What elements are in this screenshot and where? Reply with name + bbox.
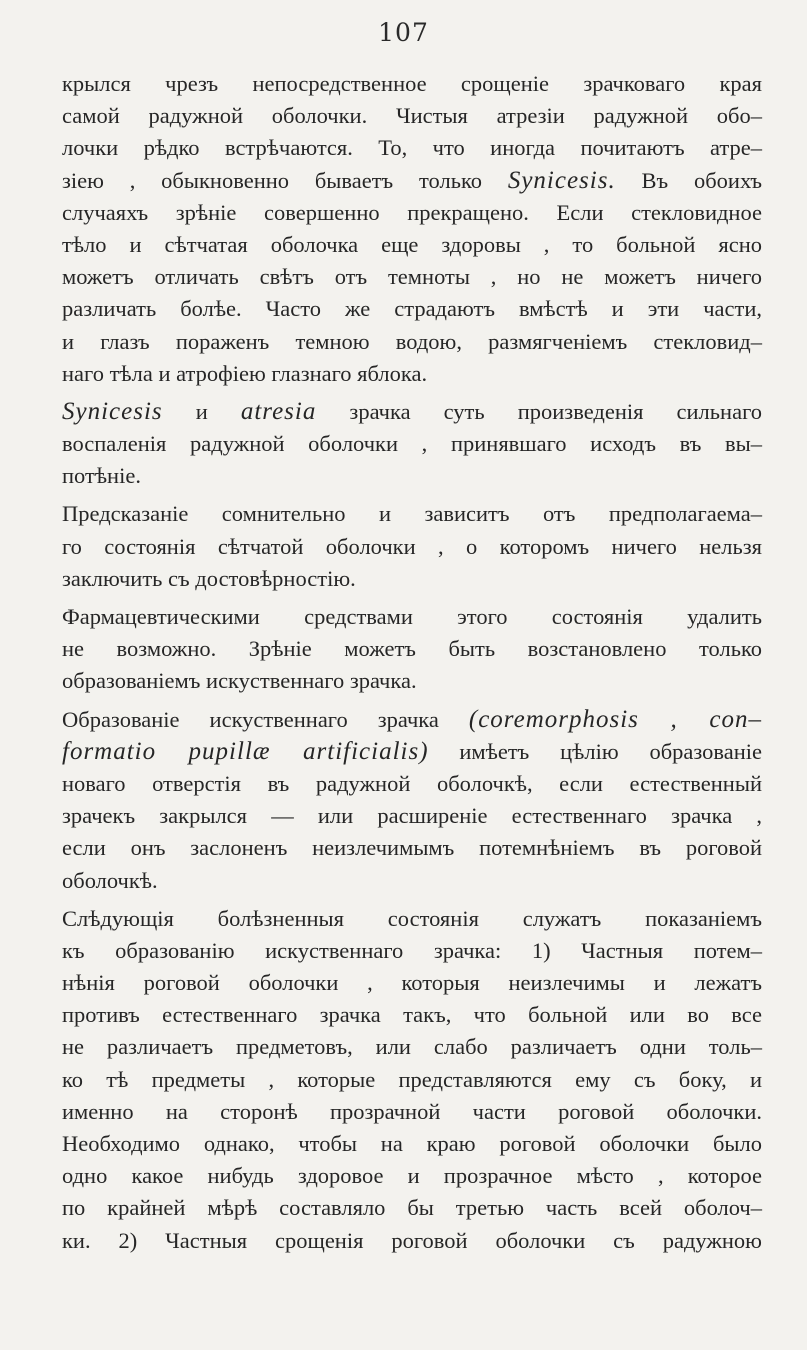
text-run: самой радужной оболочки. Чистыя атрезіи радужной обо– xyxy=(62,103,762,129)
text-line xyxy=(62,832,762,864)
text-run: зіею , обыкновенно бываетъ только xyxy=(62,167,508,193)
text-run: если онъ заслоненъ неизлечимымъ потемнѣніемъ въ роговой xyxy=(62,835,762,861)
text-line xyxy=(62,563,762,595)
text-line xyxy=(62,132,762,164)
paragraph xyxy=(62,704,762,897)
text-run: лочки рѣдко встрѣчаются. То, что иногда почитаютъ атре– xyxy=(62,135,762,161)
text-run: одно какое нибудь здоровое и прозрачное мѣсто , которое xyxy=(62,1163,762,1189)
text-run: можетъ отличать свѣтъ отъ темноты , но не можетъ ничего xyxy=(62,264,762,290)
text-line xyxy=(62,1192,762,1224)
text-line xyxy=(62,531,762,563)
text-run: нѣнія роговой оболочки , которыя неизлечимы и лежатъ xyxy=(62,970,762,996)
text-line xyxy=(62,460,762,492)
text-run: тѣло и сѣтчатая оболочка еще здоровы , то больной ясно xyxy=(62,231,762,257)
text-run: наго тѣла и атрофіею глазнаго яблока. xyxy=(62,360,428,386)
text-line xyxy=(62,633,762,665)
text-run: ко тѣ предметы , которые представляются ему съ боку, и xyxy=(62,1066,762,1092)
latin-term: formatio pupillæ artificialis) xyxy=(62,737,429,765)
paragraph xyxy=(62,68,762,390)
text-line xyxy=(62,68,762,100)
text-run: потѣніе. xyxy=(62,463,141,489)
paragraph xyxy=(62,396,762,493)
text-line xyxy=(62,865,762,897)
text-run: Образованіе искуственнаго зрачка xyxy=(62,706,469,732)
text-run: и глазъ пораженъ темною водою, размягченіемъ стекловид– xyxy=(62,328,762,354)
text-run: зрачка суть произведенія сильнаго xyxy=(316,398,762,424)
text-run: оболочкѣ. xyxy=(62,867,158,893)
text-run: крылся чрезъ непосредственное срощеніе зрачковаго края xyxy=(62,71,762,96)
text-line xyxy=(62,704,762,736)
text-line xyxy=(62,165,762,197)
text-line xyxy=(62,197,762,229)
text-run: къ образованію искуственнаго зрачка: 1) Частныя потем– xyxy=(62,937,762,963)
text-run: не возможно. Зрѣніе можетъ быть возстановлено только xyxy=(62,636,762,662)
latin-term: Synicesis. xyxy=(507,166,616,194)
text-run: Фармацевтическими средствами этого состоянія удалить xyxy=(62,604,762,629)
latin-term: Synicesis xyxy=(62,397,163,425)
text-run: го состоянія сѣтчатой оболочки , о которомъ ничего нельзя xyxy=(62,533,762,559)
latin-term: (coremorphosis , con– xyxy=(468,705,763,733)
text-run: Въ обоихъ xyxy=(615,167,762,193)
paragraph xyxy=(62,903,762,1257)
text-run: различать болѣе. Часто же страдаютъ вмѣстѣ и эти части, xyxy=(62,296,762,322)
text-line xyxy=(62,1096,762,1128)
text-line xyxy=(62,768,762,800)
text-line xyxy=(62,498,762,530)
text-line xyxy=(62,229,762,261)
text-run: Необходимо однако, чтобы на краю роговой оболочки было xyxy=(62,1131,762,1156)
text-line xyxy=(62,1225,762,1257)
text-run: зрачекъ закрылся — или расширеніе естественнаго зрачка , xyxy=(62,803,762,829)
text-run: образованіемъ искуственнаго зрачка. xyxy=(62,668,417,694)
paragraph xyxy=(62,601,762,698)
text-line xyxy=(62,261,762,293)
text-run: новаго отверстія въ радужной оболочкѣ, если естественный xyxy=(62,770,762,796)
body-text xyxy=(62,68,762,1257)
text-run: заключить съ достовѣрностію. xyxy=(62,565,356,591)
text-line xyxy=(62,326,762,358)
text-line xyxy=(62,935,762,967)
latin-term: atresia xyxy=(240,397,317,425)
text-run: именно на сторонѣ прозрачной части роговой оболочки. xyxy=(62,1098,762,1124)
text-line xyxy=(62,665,762,697)
text-line xyxy=(62,1128,762,1160)
text-line xyxy=(62,967,762,999)
text-line xyxy=(62,736,762,768)
page-number: 107 xyxy=(378,18,429,47)
text-run: и xyxy=(162,398,241,424)
text-line xyxy=(62,1031,762,1063)
text-line xyxy=(62,100,762,132)
text-run: воспаленія радужной оболочки , принявшаго исходъ въ вы– xyxy=(62,431,762,457)
text-run: Слѣдующія болѣзненныя состоянія служатъ показаніемъ xyxy=(62,905,762,931)
text-line xyxy=(62,358,762,390)
text-line xyxy=(62,396,762,428)
text-run: противъ естественнаго зрачка такъ, что больной или во все xyxy=(62,1002,762,1028)
text-run: Предсказаніе сомнительно и зависитъ отъ предполагаема– xyxy=(62,501,762,527)
text-run: не различаетъ предметовъ, или слабо различаетъ одни толь– xyxy=(62,1034,762,1060)
text-line xyxy=(62,903,762,935)
text-line xyxy=(62,601,762,633)
text-line xyxy=(62,1064,762,1096)
text-line xyxy=(62,800,762,832)
text-line xyxy=(62,1160,762,1192)
text-run: случаяхъ зрѣніе совершенно прекращено. Если стекловидное xyxy=(62,199,762,225)
paragraph xyxy=(62,498,762,595)
text-run: имѣетъ цѣлію образованіе xyxy=(428,738,762,764)
text-line xyxy=(62,293,762,325)
text-line xyxy=(62,999,762,1031)
text-run: по крайней мѣрѣ составляло бы третью часть всей оболоч– xyxy=(62,1195,762,1221)
text-run: ки. 2) Частныя срощенія роговой оболочки съ радужною xyxy=(62,1227,762,1253)
text-line xyxy=(62,428,762,460)
